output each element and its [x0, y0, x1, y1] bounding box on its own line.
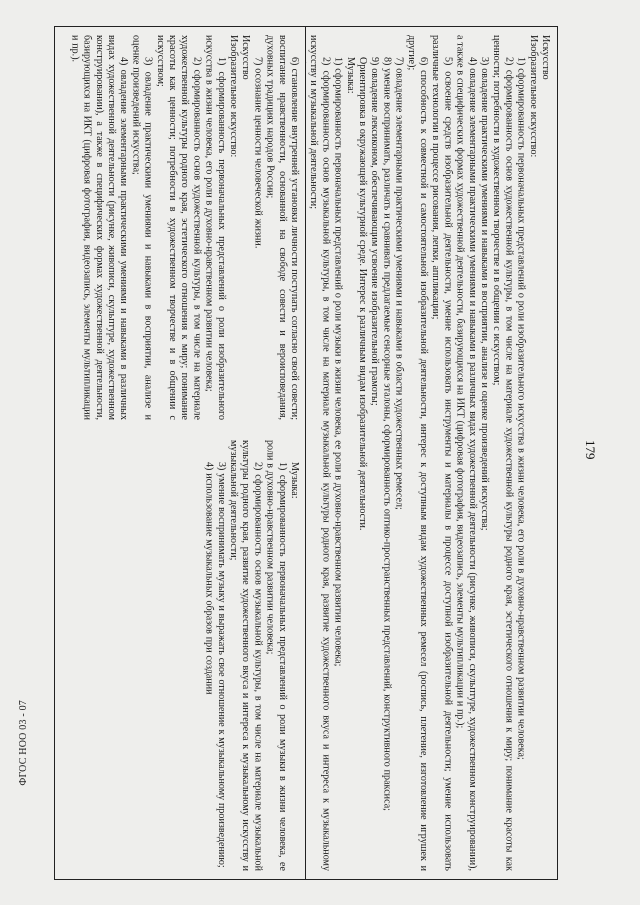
paragraph: 7) овладение элементарными практическими умениями и навыками в области художественных ремесел;	[393, 57, 405, 510]
paragraph: Искусство	[240, 35, 252, 80]
paragraph: 9) овладение лексиконом, обеспечивающим усвоение изобразительной грамоты;	[369, 57, 381, 406]
paragraph: 3) умение воспринимать музыку и выражать свое отношение к музыкальному произведению;	[215, 462, 227, 868]
paragraph: Музыка:	[344, 57, 356, 94]
paragraph: 1) сформированность первоначальных представлений о роли изобразительного искусства в жизни человека, его роли в духовно-нравственном развитии человека;	[515, 57, 527, 760]
page-number: 179	[583, 440, 598, 460]
cell-left-upper	[55, 27, 306, 428]
paragraph: 5) освоение средств изобразительной деятельности, умение использовать инструменты и материалы в процессе доступной изобразительной деятельности; умение использовать различные технологии в процессе рисования, лепки, аппликации;	[430, 35, 454, 871]
paragraph: 8) умение воспринимать, различать и сравнивать предлагаемые сенсорные эталоны, сформированность оптико-пространственных представлений, конструктивного праксиса;	[381, 57, 393, 811]
paragraph: 7) осознание ценности человеческой жизни.	[252, 57, 264, 249]
paragraph: Ориентировка в окружающей культурной среде. Интерес к различным видам изобразительной деятельности.	[356, 57, 368, 531]
paragraph: Музыка:	[289, 462, 300, 499]
paragraph: 3) овладение практическими умениями и навыками в восприятии, анализе и оценке произведений искусства;	[478, 57, 490, 531]
paragraph: 4) овладение элементарными практическими умениями и навыками в различных видах художественной деятельности (рисунке, живописи, скульптуре, художественном конструировании), а также в специфических формах художественной деятельности, базирующихся на ИКТ (цифровая фотография, видеозапись, элементы мультипликации и пр.).	[69, 35, 130, 420]
paragraph: 2) сформированность основ художественной культуры, в том числе на материале художественной культуры родного края, эстетического отношения к миру; понимание красоты как ценности; потребности в художественном творчестве и в общении с искусством;	[154, 35, 203, 420]
paragraph: 2) сформированность основ художественной культуры, в том числе на материале художественной культуры родного края, эстетического отношения к миру; понимание красоты как ценности; потребности в художественном творчестве и в общении с искусством;	[491, 35, 515, 871]
paragraph: 1) сформированность первоначальных представлений о роли изобразительного искусства в жизни человека, его роли в духовно-нравственном развитии человека;	[203, 35, 227, 420]
paragraph: 6) способность к совместной и самостоятельной изобразительной деятельности, интерес к доступным видам художественных ремесел (роспись, плетение, изготовление игрушек и другие);	[405, 35, 429, 871]
paragraph: Искусство	[540, 35, 551, 80]
paragraph: 4) использование музыкальных образов при создании	[203, 462, 215, 695]
cell-right	[306, 27, 557, 879]
paragraph: Изобразительное искусство:	[227, 35, 239, 158]
paragraph: Изобразительное искусство:	[527, 35, 539, 158]
paragraph: 2) сформированность основ музыкальной культуры, в том числе на материале музыкальной культуры родного края, развитие художественного вкуса и интереса к музыкальному искусству и музыкальной деятельности;	[227, 440, 264, 871]
paragraph: 1) сформированность первоначальных представлений о роли музыки в жизни человека, ее роли в духовно-нравственном развитии человека;	[332, 57, 344, 667]
paragraph: 4) овладение элементарными практическими умениями и навыками в различных видах художественной деятельности (рисунке, живописи, скульптуре, художественном конструировании), а также в специфических формах художественной деятельности, базирующихся на ИКТ (цифровая фотография, видеозапись, элементы мультипликации и пр.);	[454, 35, 478, 871]
document-code: ФГОС НОО 03 - 07	[18, 700, 29, 786]
table-column-left	[55, 27, 306, 879]
table-column-right	[305, 27, 557, 879]
paragraph: 1) сформированность первоначальных представлений о роли музыки в жизни человека, ее роли в духовно-нравственном развитии человека;	[264, 440, 288, 871]
cell-left-lower	[55, 432, 306, 879]
paragraph: 2) сформированность основ музыкальной культуры, в том числе на материале музыкальной культуры родного края, развитие художественного вкуса и интереса к музыкальному искусству и музыкальной деятельности;	[308, 35, 332, 871]
paragraph: 6) становление внутренней установки личности поступать согласно своей совести; воспитание нравственности, основанной на свободе совести и вероисповедания, духовных традициях народов России;	[264, 35, 300, 420]
paragraph: 3) овладение практическими умениями и навыками в восприятии, анализе и оценке произведений искусства;	[130, 35, 154, 420]
standards-table	[54, 26, 558, 880]
